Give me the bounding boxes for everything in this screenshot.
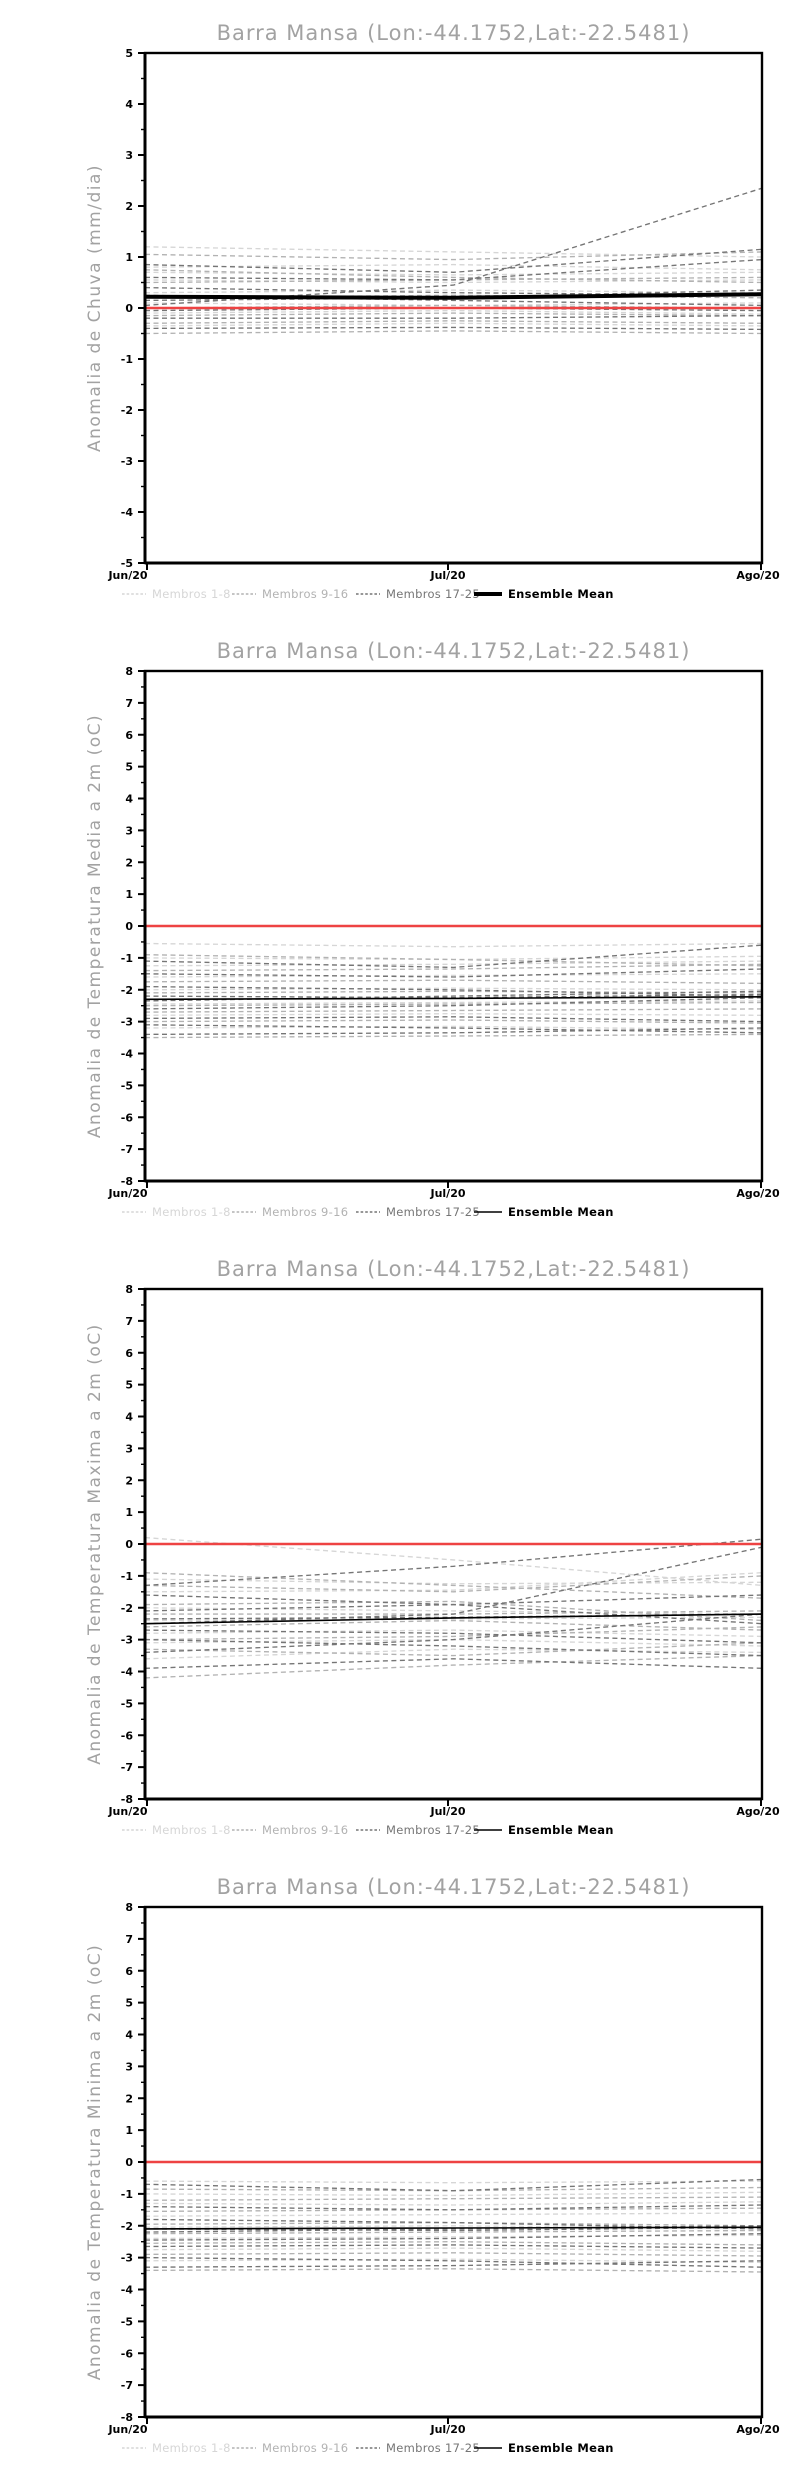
y-tick-label: -4	[120, 506, 133, 519]
y-tick-label: 1	[125, 1506, 133, 1520]
member-line	[145, 265, 762, 270]
y-tick-label: -5	[120, 557, 133, 570]
legend-label: Membros 9-16	[262, 1205, 349, 1219]
y-tick-label: 0	[125, 920, 133, 933]
x-tick-label: Ago/20	[736, 1805, 780, 1818]
y-tick-label: -2	[120, 404, 133, 417]
y-tick-label: 2	[125, 1474, 133, 1488]
member-line	[145, 1595, 762, 1611]
member-line	[145, 1017, 762, 1022]
y-tick-label: 3	[125, 2060, 133, 2074]
member-line	[145, 2269, 762, 2272]
legend-label: Membros 17-25	[386, 1823, 480, 1837]
member-line	[145, 1649, 762, 1659]
member-line	[145, 1020, 762, 1023]
y-tick-label: 7	[125, 1314, 133, 1328]
y-tick-label: 1	[125, 251, 133, 264]
chart-title: Barra Mansa (Lon:-44.1752,Lat:-22.5481)	[216, 1257, 691, 1281]
chart-svg-2	[0, 618, 800, 1236]
x-tick-label: Ago/20	[736, 1187, 780, 1200]
member-line	[145, 961, 762, 966]
member-line	[145, 980, 762, 983]
x-tick-label: Jul/20	[430, 569, 466, 582]
y-tick-label: 5	[125, 47, 133, 60]
y-tick-label: -4	[120, 1665, 133, 1679]
x-tick-label: Ago/20	[736, 569, 780, 582]
member-line	[145, 327, 762, 329]
y-tick-label: 5	[125, 1996, 133, 2010]
y-tick-label: -5	[120, 1079, 133, 1093]
y-tick-label: 8	[125, 1283, 133, 1296]
legend-label: Membros 9-16	[262, 587, 349, 601]
member-line	[145, 2205, 762, 2210]
y-tick-label: 3	[125, 824, 133, 838]
member-line	[145, 2197, 762, 2200]
chart-title: Barra Mansa (Lon:-44.1752,Lat:-22.5481)	[216, 21, 691, 45]
y-tick-label: -5	[120, 1697, 133, 1711]
legend-label: Ensemble Mean	[508, 2441, 614, 2455]
y-tick-label: 4	[125, 98, 133, 111]
member-line	[145, 2181, 762, 2183]
member-line	[145, 1009, 762, 1012]
x-tick-label: Jun/20	[108, 569, 148, 582]
y-tick-label: 1	[125, 888, 133, 902]
member-line	[145, 316, 762, 319]
y-tick-label: -4	[120, 2283, 133, 2297]
y-tick-label: 2	[125, 2092, 133, 2106]
y-tick-label: 7	[125, 696, 133, 710]
y-tick-label: -1	[120, 1569, 133, 1583]
x-tick-label: Jul/20	[430, 1805, 466, 1818]
y-tick-label: -3	[120, 2251, 133, 2265]
member-line	[145, 1608, 762, 1614]
chart-title: Barra Mansa (Lon:-44.1752,Lat:-22.5481)	[216, 1875, 691, 1899]
member-line	[145, 249, 762, 272]
chart-svg-3	[0, 1236, 800, 1854]
y-tick-label: 3	[125, 149, 133, 162]
y-tick-label: 0	[125, 2156, 133, 2169]
y-tick-label: 0	[125, 1538, 133, 1551]
y-tick-label: 2	[125, 200, 133, 213]
chart-panel-mean-temperature	[0, 618, 800, 1236]
x-tick-label: Jul/20	[430, 1187, 466, 1200]
y-axis-label: Anomalia de Temperatura Media a 2m (oC)	[85, 713, 105, 1139]
legend-label: Membros 17-25	[386, 587, 480, 601]
y-axis-label: Anomalia de Chuva (mm/dia)	[85, 163, 105, 453]
y-tick-label: -1	[120, 2187, 133, 2201]
chart-panel-max-temperature	[0, 1236, 800, 1854]
chart-title: Barra Mansa (Lon:-44.1752,Lat:-22.5481)	[216, 639, 691, 663]
legend-label: Membros 9-16	[262, 1823, 349, 1837]
member-line	[145, 2192, 762, 2195]
member-line	[145, 313, 762, 316]
y-tick-label: 7	[125, 1932, 133, 1946]
y-tick-label: 6	[125, 1964, 133, 1978]
x-tick-label: Jun/20	[108, 1805, 148, 1818]
y-tick-label: -4	[120, 1047, 133, 1061]
member-line	[145, 2253, 762, 2256]
y-tick-label: 8	[125, 1901, 133, 1914]
legend-label: Ensemble Mean	[508, 587, 614, 601]
y-tick-label: 8	[125, 665, 133, 678]
y-tick-label: -6	[120, 1729, 133, 1743]
legend-label: Membros 1-8	[152, 1205, 231, 1219]
ensemble-mean-line	[145, 2227, 762, 2229]
y-axis-label: Anomalia de Temperatura Minima a 2m (oC)	[85, 1943, 105, 2381]
y-tick-label: -5	[120, 2315, 133, 2329]
y-tick-label: -2	[120, 1601, 133, 1615]
y-tick-label: 4	[125, 792, 133, 806]
y-tick-label: 1	[125, 2124, 133, 2138]
y-tick-label: -3	[120, 455, 133, 468]
legend-label: Membros 17-25	[386, 1205, 480, 1219]
x-tick-label: Jul/20	[430, 2423, 466, 2436]
y-tick-label: -7	[120, 1761, 133, 1775]
y-axis-label: Anomalia de Temperatura Maxima a 2m (oC)	[85, 1323, 105, 1765]
x-tick-label: Jun/20	[108, 1187, 148, 1200]
y-tick-label: 6	[125, 728, 133, 742]
member-line	[145, 2261, 762, 2267]
y-tick-label: -7	[120, 1143, 133, 1157]
legend-label: Membros 1-8	[152, 1823, 231, 1837]
y-tick-label: -2	[120, 983, 133, 997]
x-tick-label: Jun/20	[108, 2423, 148, 2436]
chart-panel-precipitation	[0, 0, 800, 618]
y-tick-label: -3	[120, 1633, 133, 1647]
y-tick-label: -2	[120, 2219, 133, 2233]
y-tick-label: -6	[120, 1111, 133, 1125]
member-line	[145, 944, 762, 947]
chart-svg-1	[0, 0, 800, 618]
legend-label: Membros 9-16	[262, 2441, 349, 2455]
y-tick-label: -8	[120, 2411, 133, 2424]
y-tick-label: 0	[125, 302, 133, 315]
member-line	[145, 1640, 762, 1656]
legend-label: Membros 1-8	[152, 2441, 231, 2455]
member-line	[145, 323, 762, 326]
legend-label: Ensemble Mean	[508, 1205, 614, 1219]
member-line	[145, 331, 762, 334]
member-line	[145, 188, 762, 305]
member-line	[145, 1034, 762, 1037]
y-tick-label: 4	[125, 1410, 133, 1424]
y-tick-label: 4	[125, 2028, 133, 2042]
member-line	[145, 1573, 762, 1592]
y-tick-label: -8	[120, 1793, 133, 1806]
member-line	[145, 2213, 762, 2216]
y-tick-label: 5	[125, 760, 133, 774]
chart-svg-4	[0, 1854, 800, 2472]
y-tick-label: 3	[125, 1442, 133, 1456]
legend-label: Membros 17-25	[386, 2441, 480, 2455]
y-tick-label: -1	[120, 951, 133, 965]
y-tick-label: 5	[125, 1378, 133, 1392]
y-tick-label: -1	[120, 353, 133, 366]
y-tick-label: 6	[125, 1346, 133, 1360]
member-line	[145, 2202, 762, 2205]
legend-label: Ensemble Mean	[508, 1823, 614, 1837]
member-line	[145, 1640, 762, 1646]
y-tick-label: -6	[120, 2347, 133, 2361]
member-line	[145, 2180, 762, 2191]
y-tick-label: -7	[120, 2379, 133, 2393]
legend-label: Membros 1-8	[152, 587, 231, 601]
member-line	[145, 1028, 762, 1034]
member-line	[145, 991, 762, 993]
y-tick-label: -8	[120, 1175, 133, 1188]
member-line	[145, 1573, 762, 1599]
chart-panel-min-temperature	[0, 1854, 800, 2472]
x-tick-label: Ago/20	[736, 2423, 780, 2436]
member-line	[145, 247, 762, 257]
member-line	[145, 1014, 762, 1016]
member-line	[145, 1659, 762, 1669]
y-tick-label: -3	[120, 1015, 133, 1029]
y-tick-label: 2	[125, 856, 133, 870]
member-line	[145, 1539, 762, 1585]
member-line	[145, 252, 762, 260]
member-line	[145, 2248, 762, 2251]
member-line	[145, 1579, 762, 1584]
